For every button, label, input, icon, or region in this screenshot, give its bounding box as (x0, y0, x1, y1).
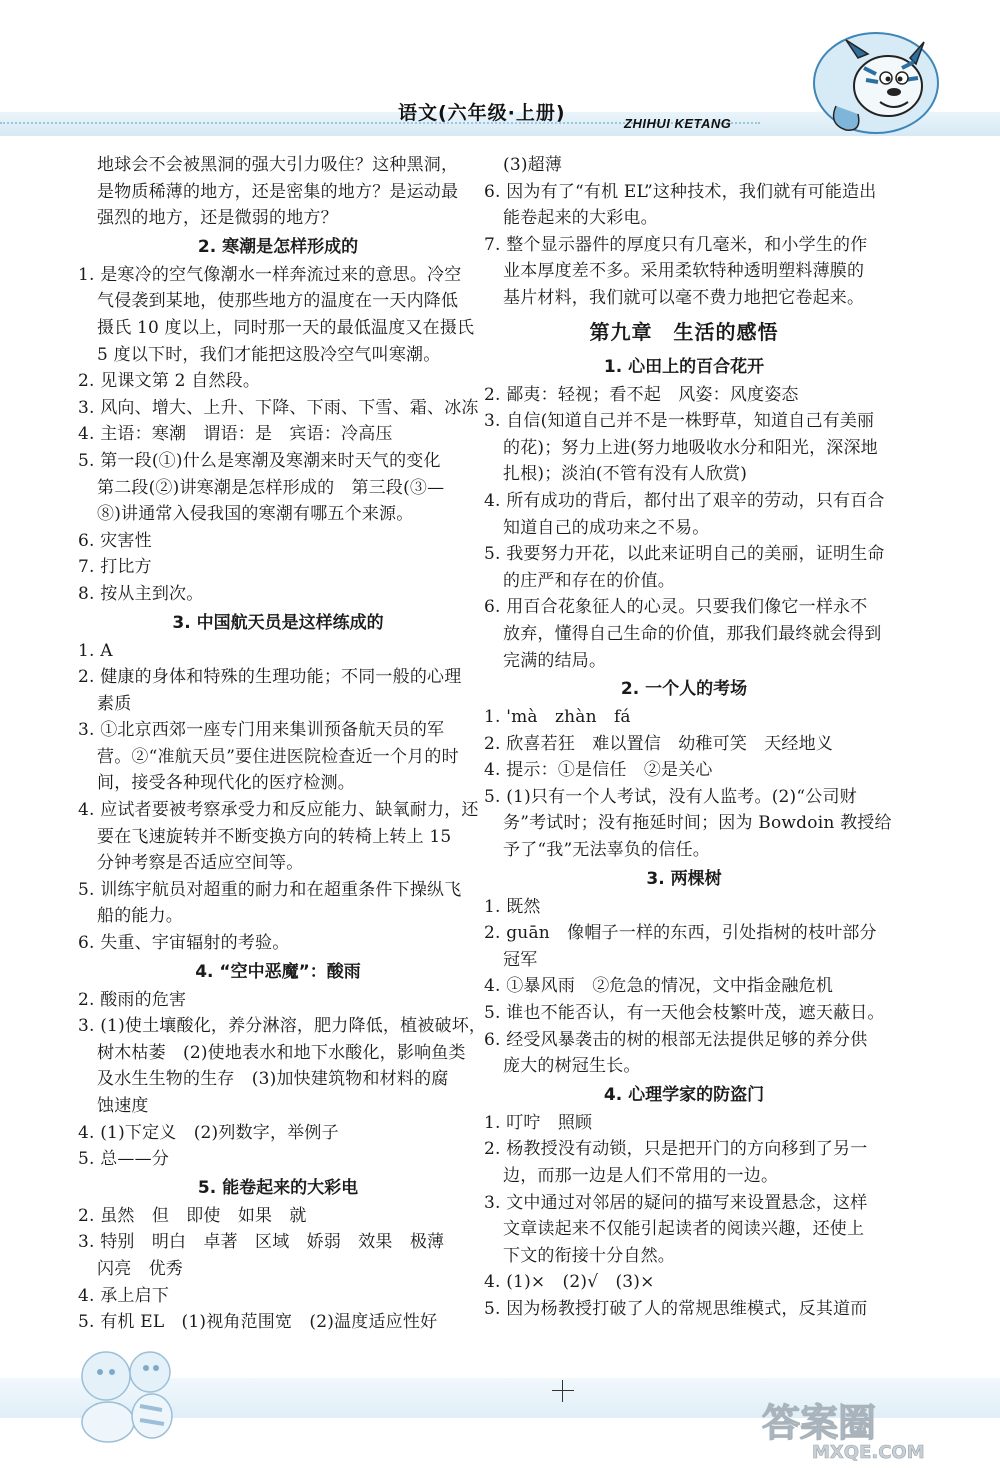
series-name: ZHIHUI KETANG (624, 116, 732, 131)
section-heading: 2. 一个人的考场 (620, 679, 748, 700)
answer-line-continued: 基片材料，我们就可以毫不费力地把它卷起来。 (503, 287, 865, 308)
answer-line: 6. 用百合花象征人的心灵。只要我们像它一样永不 (484, 597, 868, 618)
right-column (484, 152, 892, 1323)
answer-line: 2. 健康的身体和特殊的生理功能；不同一般的心理 (78, 667, 462, 688)
answer-line: 3. 风向、增大、上升、下降、下雨、下雪、霜、冰冻 (78, 397, 479, 418)
answer-line: 1. 既然 (484, 896, 541, 917)
answer-line: 1. 叮咛 照顾 (484, 1112, 593, 1133)
answer-circle-watermark (752, 1396, 992, 1462)
answer-line-continued: 边，而那一边是人们不常用的一边。 (503, 1166, 779, 1186)
answer-line: 4. 应试者要被考察承受力和反应能力、缺氧耐力，还 (78, 800, 479, 821)
answer-line-continued: 放弃，懂得自己生命的价值，那我们最终就会得到 (503, 623, 882, 644)
answer-line: 4. (1)× (2)√ (3)× (484, 1272, 655, 1293)
answer-line-continued: 扎根)；淡泊(不管有没有人欣赏) (503, 464, 748, 485)
answer-line-continued: 5 度以下时，我们才能把这股冷空气叫寒潮。 (97, 344, 441, 365)
answer-line: 2. 虽然 但 即使 如果 就 (78, 1205, 307, 1226)
book-title: 语文(六年级·上册) (398, 102, 566, 124)
answer-line: 5. 因为杨教授打破了人的常规思维模式，反其道而 (484, 1298, 868, 1319)
answer-line-continued: 船的能力。 (97, 906, 183, 927)
answer-line-continued: 闪亮 优秀 (97, 1258, 183, 1279)
answer-line-continued: 气侵袭到某地，使那些地方的温度在一天内降低 (97, 291, 459, 312)
answer-line: 4. 提示：①是信任 ②是关心 (484, 760, 713, 781)
answer-line: 2. guān 像帽子一样的东西，引处指树的枝叶部分 (484, 923, 877, 944)
answer-line: 3. 特别 明白 卓著 区域 娇弱 效果 极薄 (78, 1232, 445, 1253)
answer-line: 8. 按从主到次。 (78, 583, 204, 604)
section-heading: 4. “空中恶魔”：酸雨 (195, 961, 361, 982)
answer-line: 7. 打比方 (78, 557, 152, 578)
answer-line-continued: 摄氏 10 度以上，同时那一天的最低温度又在摄氏 (97, 317, 475, 338)
answer-line: 3. 自信(知道自己并不是一株野草，知道自己有美丽 (484, 411, 875, 432)
answer-line-continued: 知道自己的成功来之不易。 (503, 517, 710, 538)
answer-line: 1. A (78, 640, 113, 661)
section-heading: 4. 心理学家的防盗门 (603, 1084, 765, 1105)
answer-line-continued: 树木枯萎 (2)使地表水和地下水酸化，影响鱼类 (97, 1042, 466, 1063)
answer-line: 7. 整个显示器件的厚度只有几毫米，和小学生的作 (484, 234, 868, 255)
section-heading: 2. 寒潮是怎样形成的 (197, 236, 359, 257)
answer-line: 5. 谁也不能否认，有一天他会枝繁叶茂，遮天蔽日。 (484, 1003, 885, 1024)
answer-line-continued: (3)超薄 (503, 155, 563, 175)
answer-line: 5. 总——分 (78, 1149, 170, 1170)
cartoon-characters-icon (66, 1336, 186, 1446)
section-heading: 3. 中国航天员是这样练成的 (172, 612, 384, 633)
answer-line: 1. 'mà zhàn fá (484, 707, 631, 728)
answer-line: 2. 见课文第 2 自然段。 (78, 371, 261, 392)
answer-line-continued: 第二段(②)讲寒潮是怎样形成的 第三段(③— (97, 477, 445, 498)
answer-line-continued: 能卷起来的大彩电。 (503, 208, 658, 229)
answer-line: 4. (1)下定义 (2)列数字，举例子 (78, 1122, 339, 1143)
answer-line-continued: 庞大的树冠生长。 (503, 1056, 641, 1077)
answer-line-continued: 完满的结局。 (503, 650, 607, 671)
tigger-mascot-icon (806, 28, 946, 138)
answer-line: 3. (1)使土壤酸化，养分淋溶，肥力降低，植被破坏， (78, 1016, 487, 1037)
answer-line-continued: 下文的衔接十分自然。 (503, 1245, 675, 1266)
section-heading: 5. 能卷起来的大彩电 (197, 1177, 359, 1198)
answer-line-continued: 及水生生物的生存 (3)加快建筑物和材料的腐 (97, 1069, 449, 1090)
answer-line: 5. 我要努力开花，以此来证明自己的美丽，证明生命 (484, 544, 885, 565)
answer-line-continued: 强烈的地方，还是微弱的地方？ (97, 208, 338, 229)
answer-line: 3. 文中通过对邻居的疑问的描写来设置悬念，这样 (484, 1192, 868, 1213)
answer-line-continued: 务”考试时；没有拖延时间；因为 Bowdoin 教授给 (503, 813, 892, 834)
left-column (78, 152, 487, 1336)
answer-line-continued: 冠军 (503, 949, 538, 970)
answer-line-continued: 要在飞速旋转并不断变换方向的转椅上转上 15 (97, 826, 452, 847)
answer-line-continued: ⑧)讲通常入侵我国的寒潮有哪五个来源。 (97, 504, 414, 525)
answer-line-continued: 分钟考察是否适应空间等。 (97, 853, 304, 874)
answer-line: 5. (1)只有一个人考试，没有人监考。(2)“公司财 (484, 786, 857, 807)
answer-line: 6. 失重、宇宙辐射的考验。 (78, 933, 290, 954)
answer-line-continued: 业本厚度差不多。采用柔软特种透明塑料薄膜的 (503, 261, 865, 282)
answer-line-continued: 予了“我”无法辜负的信任。 (503, 840, 710, 861)
answer-line: 2. 杨教授没有动锁，只是把开门的方向移到了另一 (484, 1139, 868, 1160)
answer-line: 2. 酸雨的危害 (78, 989, 187, 1010)
watermark-url-text: MXQE.COM (812, 1442, 925, 1462)
answer-line: 2. 欣喜若狂 难以置信 幼稚可笑 天经地义 (484, 733, 834, 754)
answer-line-continued: 素质 (97, 693, 132, 714)
answer-line: 6. 因为有了“有机 EL”这种技术，我们就有可能造出 (484, 181, 877, 202)
answer-line-continued: 是物质稀薄的地方，还是密集的地方？是运动最 (97, 181, 459, 202)
answer-line: 6. 经受风暴袭击的树的根部无法提供足够的养分供 (484, 1029, 868, 1050)
answer-line-continued: 营。②“准航天员”要住进医院检查近一个月的时 (97, 746, 459, 767)
answer-line: 5. 第一段(①)什么是寒潮及寒潮来时天气的变化 (78, 450, 441, 471)
answer-line: 6. 灾害性 (78, 530, 152, 551)
answer-line: 4. 承上启下 (78, 1285, 170, 1306)
answer-line-continued: 的花)；努力上进(努力地吸收水分和阳光，深深地 (503, 437, 878, 458)
answer-line: 2. 鄙夷：轻视；看不起 风姿：风度姿态 (484, 384, 799, 405)
answer-line-continued: 文章读起来不仅能引起读者的阅读兴趣，还使上 (503, 1219, 865, 1240)
answer-line: 4. 所有成功的背后，都付出了艰辛的劳动，只有百合 (484, 490, 885, 511)
answer-line: 4. ①暴风雨 ②危急的情况，文中指金融危机 (484, 976, 834, 997)
answer-line-continued: 地球会不会被黑洞的强大引力吸住？这种黑洞， (97, 155, 459, 175)
answer-line-continued: 的庄严和存在的价值。 (503, 570, 675, 591)
answer-line: 5. 有机 EL (1)视角范围宽 (2)温度适应性好 (78, 1312, 438, 1333)
section-heading: 1. 心田上的百合花开 (603, 356, 765, 377)
answer-line-continued: 间，接受各种现代化的医疗检测。 (97, 773, 355, 794)
answer-line-continued: 蚀速度 (97, 1096, 149, 1116)
answer-line: 4. 主语：寒潮 谓语：是 宾语：冷高压 (78, 424, 393, 445)
answer-line: 5. 训练宇航员对超重的耐力和在超重条件下操纵飞 (78, 879, 462, 900)
page-header (0, 0, 1000, 150)
crop-mark (552, 1380, 574, 1402)
watermark-main-text: 答案圈 (762, 1401, 877, 1445)
section-heading: 3. 两棵树 (646, 868, 722, 889)
chapter-title: 第九章 生活的感悟 (589, 319, 779, 344)
answer-line: 3. ①北京西郊一座专门用来集训预备航天员的军 (78, 720, 445, 741)
answer-line: 1. 是寒冷的空气像潮水一样奔流过来的意思。冷空 (78, 264, 462, 285)
